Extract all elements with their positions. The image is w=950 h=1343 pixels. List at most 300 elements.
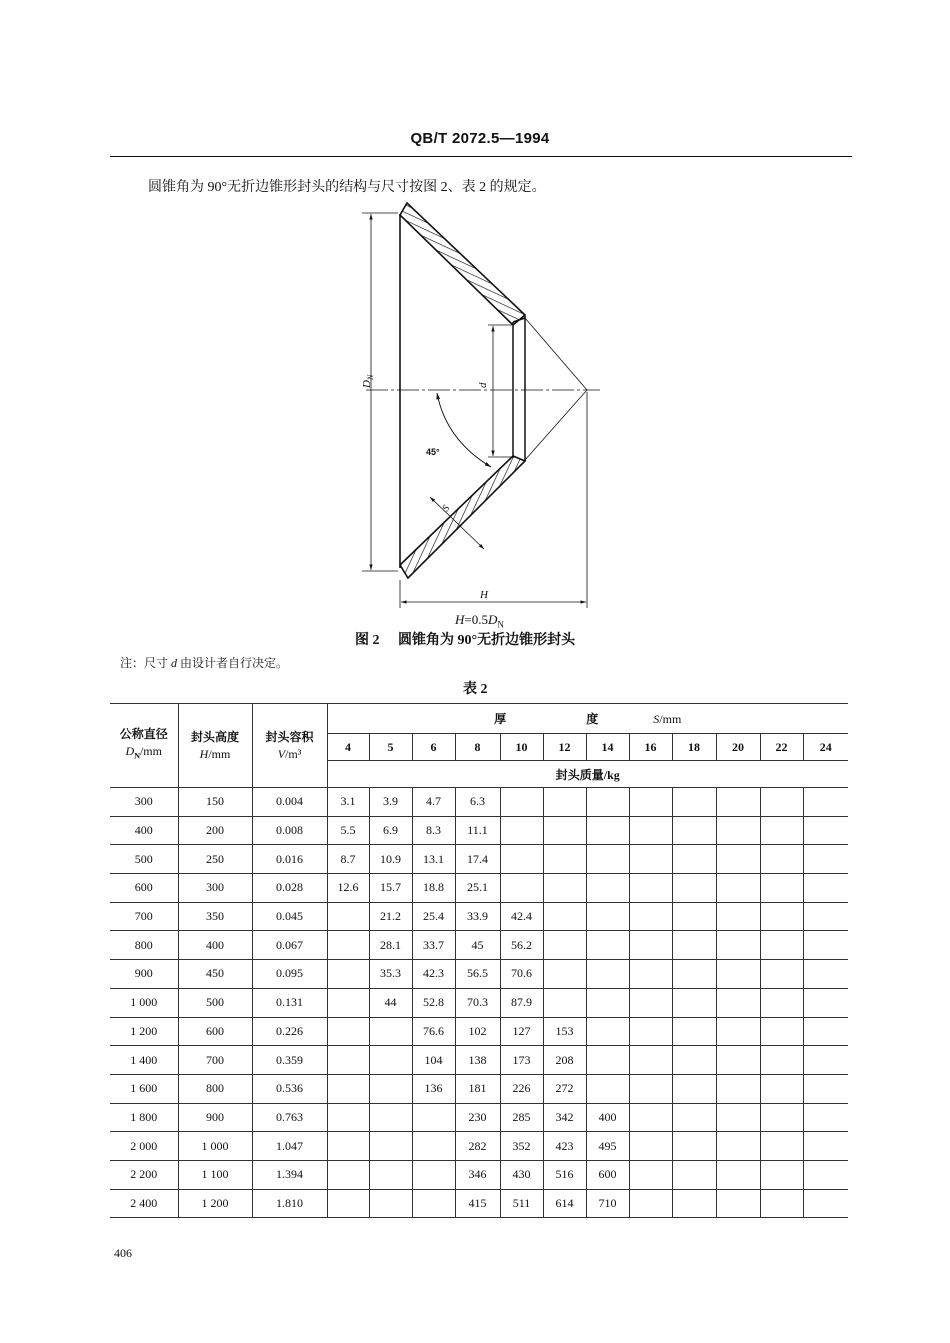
mass-cell-s18 bbox=[672, 931, 716, 960]
cone-small-end bbox=[513, 315, 525, 461]
figure-number: 图 2 bbox=[355, 633, 380, 648]
mass-cell-s22 bbox=[760, 1103, 803, 1132]
height-cell: 350 bbox=[178, 902, 252, 931]
mass-cell-s18 bbox=[672, 816, 716, 845]
mass-cell-s22 bbox=[760, 788, 803, 817]
mass-cell-s6: 8.3 bbox=[412, 816, 455, 845]
apex-line-top bbox=[525, 318, 587, 390]
mass-cell-s8: 138 bbox=[455, 1046, 500, 1075]
mass-cell-s24 bbox=[803, 1103, 848, 1132]
mass-cell-s18 bbox=[672, 788, 716, 817]
table-row bbox=[110, 788, 848, 817]
mass-cell-s18 bbox=[672, 1074, 716, 1103]
header-mass: 封头质量/kg bbox=[327, 761, 848, 788]
h-dimension bbox=[400, 392, 587, 608]
mass-cell-s6: 33.7 bbox=[412, 931, 455, 960]
mass-cell-s22 bbox=[760, 816, 803, 845]
volume-cell: 0.131 bbox=[252, 988, 327, 1017]
header-height bbox=[178, 704, 252, 788]
mass-cell-s14 bbox=[586, 960, 629, 989]
formula-h: H bbox=[455, 612, 465, 627]
mass-cell-s22 bbox=[760, 960, 803, 989]
mass-cell-s18 bbox=[672, 1132, 716, 1161]
table-row bbox=[110, 931, 848, 960]
mass-cell-s24 bbox=[803, 1046, 848, 1075]
formula-d: D bbox=[487, 612, 498, 627]
mass-cell-s6 bbox=[412, 1132, 455, 1161]
mass-cell-s12 bbox=[543, 788, 586, 817]
mass-cell-s16 bbox=[629, 816, 672, 845]
mass-cell-s16 bbox=[629, 960, 672, 989]
table-row bbox=[110, 1017, 848, 1046]
mass-cell-s14 bbox=[586, 845, 629, 874]
table-body bbox=[110, 788, 848, 1218]
angle-label: 45° bbox=[426, 447, 440, 457]
mass-cell-s10 bbox=[500, 845, 543, 874]
volume-cell: 1.394 bbox=[252, 1160, 327, 1189]
mass-cell-s16 bbox=[629, 874, 672, 903]
mass-cell-s4 bbox=[327, 988, 369, 1017]
mass-cell-s24 bbox=[803, 1189, 848, 1218]
mass-cell-s12: 272 bbox=[543, 1074, 586, 1103]
mass-cell-s24 bbox=[803, 816, 848, 845]
mass-cell-s20 bbox=[716, 902, 760, 931]
mass-cell-s4 bbox=[327, 1103, 369, 1132]
mass-cell-s5 bbox=[369, 1046, 412, 1075]
mass-cell-s14 bbox=[586, 902, 629, 931]
dn-cell: 2 400 bbox=[110, 1189, 178, 1218]
dn-label bbox=[361, 374, 375, 389]
mass-cell-s16 bbox=[629, 931, 672, 960]
thickness-value-12: 12 bbox=[543, 734, 586, 761]
mass-cell-s10 bbox=[500, 816, 543, 845]
mass-cell-s16 bbox=[629, 1132, 672, 1161]
thickness-value-24: 24 bbox=[803, 734, 848, 761]
header-volume bbox=[252, 704, 327, 788]
mass-cell-s5: 6.9 bbox=[369, 816, 412, 845]
mass-cell-s8: 181 bbox=[455, 1074, 500, 1103]
cone-top-wall bbox=[400, 203, 525, 325]
mass-cell-s18 bbox=[672, 1103, 716, 1132]
standard-code: QB/T 2072.5—1994 bbox=[410, 130, 550, 147]
mass-cell-s6: 13.1 bbox=[412, 845, 455, 874]
mass-cell-s14 bbox=[586, 788, 629, 817]
mass-cell-s5: 10.9 bbox=[369, 845, 412, 874]
h-formula bbox=[455, 612, 504, 630]
height-cell: 1 200 bbox=[178, 1189, 252, 1218]
height-cell: 500 bbox=[178, 988, 252, 1017]
dn-cell: 1 000 bbox=[110, 988, 178, 1017]
thickness-value-6: 6 bbox=[412, 734, 455, 761]
mass-cell-s20 bbox=[716, 845, 760, 874]
mass-cell-s16 bbox=[629, 1074, 672, 1103]
mass-cell-s16 bbox=[629, 1160, 672, 1189]
h-label: H bbox=[480, 589, 488, 601]
height-cell: 600 bbox=[178, 1017, 252, 1046]
mass-cell-s8: 415 bbox=[455, 1189, 500, 1218]
intro-paragraph: 圆锥角为 90°无折边锥形封头的结构与尺寸按图 2、表 2 的规定。 bbox=[148, 180, 546, 195]
mass-cell-s22 bbox=[760, 1074, 803, 1103]
mass-cell-s16 bbox=[629, 988, 672, 1017]
dn-cell: 1 400 bbox=[110, 1046, 178, 1075]
dn-cell: 2 000 bbox=[110, 1132, 178, 1161]
table-row bbox=[110, 1132, 848, 1161]
header-thickness-unit: S/mm bbox=[653, 712, 682, 726]
dn-cell: 1 600 bbox=[110, 1074, 178, 1103]
mass-cell-s10: 42.4 bbox=[500, 902, 543, 931]
mass-cell-s4 bbox=[327, 931, 369, 960]
height-cell: 450 bbox=[178, 960, 252, 989]
mass-cell-s14 bbox=[586, 816, 629, 845]
mass-cell-s20 bbox=[716, 960, 760, 989]
thickness-value-18: 18 bbox=[672, 734, 716, 761]
mass-cell-s14: 400 bbox=[586, 1103, 629, 1132]
mass-cell-s6: 4.7 bbox=[412, 788, 455, 817]
mass-cell-s5: 44 bbox=[369, 988, 412, 1017]
mass-cell-s10: 87.9 bbox=[500, 988, 543, 1017]
header-thickness-char1: 厚 bbox=[494, 712, 507, 726]
mass-cell-s20 bbox=[716, 988, 760, 1017]
mass-cell-s10: 70.6 bbox=[500, 960, 543, 989]
volume-cell: 0.536 bbox=[252, 1074, 327, 1103]
mass-cell-s16 bbox=[629, 1103, 672, 1132]
mass-cell-s12: 614 bbox=[543, 1189, 586, 1218]
mass-cell-s10 bbox=[500, 788, 543, 817]
dn-cell: 800 bbox=[110, 931, 178, 960]
mass-cell-s4: 8.7 bbox=[327, 845, 369, 874]
mass-cell-s20 bbox=[716, 1103, 760, 1132]
thickness-value-10: 10 bbox=[500, 734, 543, 761]
header-volume-unit: V/m³ bbox=[277, 746, 302, 761]
mass-cell-s22 bbox=[760, 988, 803, 1017]
dn-cell: 300 bbox=[110, 788, 178, 817]
mass-cell-s5: 3.9 bbox=[369, 788, 412, 817]
mass-cell-s24 bbox=[803, 1160, 848, 1189]
header-diameter bbox=[110, 704, 178, 788]
mass-cell-s4: 3.1 bbox=[327, 788, 369, 817]
mass-cell-s5 bbox=[369, 1189, 412, 1218]
thickness-value-5: 5 bbox=[369, 734, 412, 761]
mass-cell-s12 bbox=[543, 960, 586, 989]
thickness-value-4: 4 bbox=[327, 734, 369, 761]
height-cell: 300 bbox=[178, 874, 252, 903]
mass-cell-s10 bbox=[500, 874, 543, 903]
height-cell: 250 bbox=[178, 845, 252, 874]
mass-cell-s14 bbox=[586, 874, 629, 903]
mass-cell-s4 bbox=[327, 960, 369, 989]
s-label: S bbox=[440, 503, 453, 514]
mass-cell-s24 bbox=[803, 1132, 848, 1161]
header-thickness bbox=[327, 704, 848, 734]
mass-cell-s10: 173 bbox=[500, 1046, 543, 1075]
volume-cell: 0.045 bbox=[252, 902, 327, 931]
note bbox=[120, 654, 288, 671]
dn-dimension bbox=[362, 213, 398, 571]
table-row bbox=[110, 960, 848, 989]
formula-sub: N bbox=[497, 619, 504, 630]
volume-cell: 1.047 bbox=[252, 1132, 327, 1161]
height-cell: 900 bbox=[178, 1103, 252, 1132]
mass-cell-s24 bbox=[803, 960, 848, 989]
height-cell: 400 bbox=[178, 931, 252, 960]
thickness-value-22: 22 bbox=[760, 734, 803, 761]
volume-cell: 0.226 bbox=[252, 1017, 327, 1046]
mass-cell-s22 bbox=[760, 931, 803, 960]
mass-cell-s4 bbox=[327, 1132, 369, 1161]
height-cell: 800 bbox=[178, 1074, 252, 1103]
volume-cell: 0.028 bbox=[252, 874, 327, 903]
mass-cell-s16 bbox=[629, 1189, 672, 1218]
mass-cell-s18 bbox=[672, 960, 716, 989]
volume-cell: 0.016 bbox=[252, 845, 327, 874]
mass-cell-s18 bbox=[672, 1160, 716, 1189]
mass-cell-s4 bbox=[327, 1160, 369, 1189]
mass-cell-s8: 346 bbox=[455, 1160, 500, 1189]
mass-cell-s14 bbox=[586, 1074, 629, 1103]
mass-cell-s4 bbox=[327, 902, 369, 931]
mass-cell-s5 bbox=[369, 1160, 412, 1189]
mass-cell-s4: 5.5 bbox=[327, 816, 369, 845]
mass-cell-s8: 17.4 bbox=[455, 845, 500, 874]
mass-cell-s12: 153 bbox=[543, 1017, 586, 1046]
mass-cell-s6: 76.6 bbox=[412, 1017, 455, 1046]
thickness-value-14: 14 bbox=[586, 734, 629, 761]
mass-cell-s8: 230 bbox=[455, 1103, 500, 1132]
mass-cell-s14 bbox=[586, 988, 629, 1017]
height-cell: 150 bbox=[178, 788, 252, 817]
mass-cell-s22 bbox=[760, 1160, 803, 1189]
mass-cell-s10: 127 bbox=[500, 1017, 543, 1046]
dn-cell: 400 bbox=[110, 816, 178, 845]
mass-cell-s8: 70.3 bbox=[455, 988, 500, 1017]
mass-cell-s24 bbox=[803, 902, 848, 931]
table-row bbox=[110, 1074, 848, 1103]
mass-cell-s12: 516 bbox=[543, 1160, 586, 1189]
table-row bbox=[110, 1103, 848, 1132]
dn-cell: 1 200 bbox=[110, 1017, 178, 1046]
header-rule bbox=[110, 156, 852, 157]
mass-cell-s18 bbox=[672, 1046, 716, 1075]
volume-cell: 0.763 bbox=[252, 1103, 327, 1132]
mass-cell-s8: 45 bbox=[455, 931, 500, 960]
mass-cell-s14: 495 bbox=[586, 1132, 629, 1161]
height-cell: 200 bbox=[178, 816, 252, 845]
volume-cell: 1.810 bbox=[252, 1189, 327, 1218]
mass-cell-s16 bbox=[629, 788, 672, 817]
mass-cell-s12: 208 bbox=[543, 1046, 586, 1075]
mass-cell-s20 bbox=[716, 1017, 760, 1046]
mass-cell-s16 bbox=[629, 845, 672, 874]
mass-cell-s10: 352 bbox=[500, 1132, 543, 1161]
mass-cell-s6: 25.4 bbox=[412, 902, 455, 931]
mass-cell-s8: 56.5 bbox=[455, 960, 500, 989]
mass-cell-s24 bbox=[803, 1074, 848, 1103]
volume-cell: 0.095 bbox=[252, 960, 327, 989]
mass-cell-s18 bbox=[672, 902, 716, 931]
dn-cell: 600 bbox=[110, 874, 178, 903]
table-row bbox=[110, 1189, 848, 1218]
volume-cell: 0.067 bbox=[252, 931, 327, 960]
mass-cell-s24 bbox=[803, 874, 848, 903]
d-dimension bbox=[488, 325, 512, 457]
dn-cell: 500 bbox=[110, 845, 178, 874]
mass-cell-s22 bbox=[760, 1132, 803, 1161]
mass-cell-s5: 28.1 bbox=[369, 931, 412, 960]
mass-cell-s8: 6.3 bbox=[455, 788, 500, 817]
mass-cell-s5 bbox=[369, 1132, 412, 1161]
thickness-value-16: 16 bbox=[629, 734, 672, 761]
mass-cell-s20 bbox=[716, 1160, 760, 1189]
header-diameter-unit: $D_N/mm$ bbox=[125, 744, 162, 761]
mass-cell-s5 bbox=[369, 1017, 412, 1046]
mass-cell-s8: 282 bbox=[455, 1132, 500, 1161]
mass-cell-s4 bbox=[327, 1189, 369, 1218]
d-label: d bbox=[477, 382, 489, 388]
mass-cell-s14 bbox=[586, 931, 629, 960]
note-suffix: 由设计者自行决定。 bbox=[177, 656, 289, 670]
height-cell: 700 bbox=[178, 1046, 252, 1075]
volume-cell: 0.004 bbox=[252, 788, 327, 817]
cone-head-diagram bbox=[340, 195, 620, 615]
mass-cell-s6: 104 bbox=[412, 1046, 455, 1075]
mass-cell-s12 bbox=[543, 816, 586, 845]
mass-cell-s14: 600 bbox=[586, 1160, 629, 1189]
mass-cell-s24 bbox=[803, 788, 848, 817]
header-diameter-name: 公称直径 bbox=[119, 727, 168, 742]
mass-cell-s12 bbox=[543, 845, 586, 874]
table-row bbox=[110, 1046, 848, 1075]
header-thickness-char2: 度 bbox=[586, 712, 599, 726]
mass-cell-s8: 33.9 bbox=[455, 902, 500, 931]
mass-cell-s5: 21.2 bbox=[369, 902, 412, 931]
mass-cell-s8: 11.1 bbox=[455, 816, 500, 845]
page-number: 406 bbox=[114, 1246, 132, 1260]
mass-cell-s12 bbox=[543, 874, 586, 903]
table-title: 表 2 bbox=[463, 682, 488, 697]
mass-cell-s18 bbox=[672, 845, 716, 874]
dn-cell: 700 bbox=[110, 902, 178, 931]
mass-cell-s6 bbox=[412, 1189, 455, 1218]
mass-cell-s6 bbox=[412, 1103, 455, 1132]
dn-label-main: D bbox=[361, 380, 373, 388]
mass-cell-s10: 56.2 bbox=[500, 931, 543, 960]
mass-cell-s22 bbox=[760, 1189, 803, 1218]
mass-cell-s12 bbox=[543, 931, 586, 960]
mass-cell-s5 bbox=[369, 1103, 412, 1132]
dn-cell: 900 bbox=[110, 960, 178, 989]
mass-cell-s18 bbox=[672, 1189, 716, 1218]
mass-cell-s12 bbox=[543, 988, 586, 1017]
dimension-table bbox=[110, 703, 848, 1218]
mass-cell-s5: 15.7 bbox=[369, 874, 412, 903]
angle-arc bbox=[437, 393, 491, 467]
mass-cell-s20 bbox=[716, 788, 760, 817]
mass-cell-s4 bbox=[327, 1017, 369, 1046]
note-symbol: d bbox=[171, 656, 178, 670]
mass-cell-s6: 52.8 bbox=[412, 988, 455, 1017]
height-cell: 1 100 bbox=[178, 1160, 252, 1189]
mass-cell-s4: 12.6 bbox=[327, 874, 369, 903]
mass-cell-s16 bbox=[629, 1017, 672, 1046]
header-height-unit: H/mm bbox=[199, 746, 231, 761]
mass-cell-s18 bbox=[672, 988, 716, 1017]
thickness-value-8: 8 bbox=[455, 734, 500, 761]
mass-cell-s8: 25.1 bbox=[455, 874, 500, 903]
mass-cell-s14 bbox=[586, 1017, 629, 1046]
mass-cell-s10: 226 bbox=[500, 1074, 543, 1103]
mass-cell-s5 bbox=[369, 1074, 412, 1103]
mass-cell-s20 bbox=[716, 931, 760, 960]
header-volume-name: 封头容积 bbox=[265, 729, 314, 744]
volume-cell: 0.008 bbox=[252, 816, 327, 845]
mass-cell-s22 bbox=[760, 902, 803, 931]
mass-cell-s6: 42.3 bbox=[412, 960, 455, 989]
dn-cell: 2 200 bbox=[110, 1160, 178, 1189]
mass-cell-s24 bbox=[803, 931, 848, 960]
mass-cell-s18 bbox=[672, 1017, 716, 1046]
mass-cell-s24 bbox=[803, 988, 848, 1017]
mass-cell-s12 bbox=[543, 902, 586, 931]
table-row bbox=[110, 845, 848, 874]
mass-cell-s20 bbox=[716, 1189, 760, 1218]
header-height-name: 封头高度 bbox=[190, 729, 239, 744]
mass-cell-s24 bbox=[803, 845, 848, 874]
height-cell: 1 000 bbox=[178, 1132, 252, 1161]
mass-cell-s20 bbox=[716, 874, 760, 903]
mass-cell-s18 bbox=[672, 874, 716, 903]
mass-cell-s8: 102 bbox=[455, 1017, 500, 1046]
cone-bottom-wall bbox=[400, 456, 525, 578]
mass-cell-s22 bbox=[760, 874, 803, 903]
mass-cell-s10: 430 bbox=[500, 1160, 543, 1189]
volume-cell: 0.359 bbox=[252, 1046, 327, 1075]
mass-cell-s6: 136 bbox=[412, 1074, 455, 1103]
mass-cell-s20 bbox=[716, 1074, 760, 1103]
mass-cell-s22 bbox=[760, 1017, 803, 1046]
figure-title: 圆锥角为 90°无折边锥形封头 bbox=[398, 633, 576, 648]
mass-cell-s24 bbox=[803, 1017, 848, 1046]
mass-cell-s16 bbox=[629, 902, 672, 931]
mass-cell-s4 bbox=[327, 1074, 369, 1103]
mass-cell-s6 bbox=[412, 1160, 455, 1189]
dn-label-sub: N bbox=[366, 374, 375, 381]
mass-cell-s4 bbox=[327, 1046, 369, 1075]
mass-cell-s22 bbox=[760, 845, 803, 874]
mass-cell-s14 bbox=[586, 1046, 629, 1075]
table-row bbox=[110, 816, 848, 845]
mass-cell-s14: 710 bbox=[586, 1189, 629, 1218]
mass-cell-s12: 423 bbox=[543, 1132, 586, 1161]
mass-cell-s10: 511 bbox=[500, 1189, 543, 1218]
mass-cell-s16 bbox=[629, 1046, 672, 1075]
mass-cell-s12: 342 bbox=[543, 1103, 586, 1132]
mass-cell-s6: 18.8 bbox=[412, 874, 455, 903]
mass-cell-s20 bbox=[716, 1132, 760, 1161]
table-row bbox=[110, 902, 848, 931]
mass-cell-s20 bbox=[716, 816, 760, 845]
thickness-value-20: 20 bbox=[716, 734, 760, 761]
formula-eq: =0.5 bbox=[464, 612, 488, 627]
mass-cell-s22 bbox=[760, 1046, 803, 1075]
apex-line-bottom bbox=[525, 390, 587, 460]
table-row bbox=[110, 874, 848, 903]
mass-cell-s5: 35.3 bbox=[369, 960, 412, 989]
note-prefix: 注：尺寸 bbox=[120, 656, 172, 670]
table-row bbox=[110, 1160, 848, 1189]
table-row bbox=[110, 988, 848, 1017]
mass-cell-s20 bbox=[716, 1046, 760, 1075]
dn-cell: 1 800 bbox=[110, 1103, 178, 1132]
